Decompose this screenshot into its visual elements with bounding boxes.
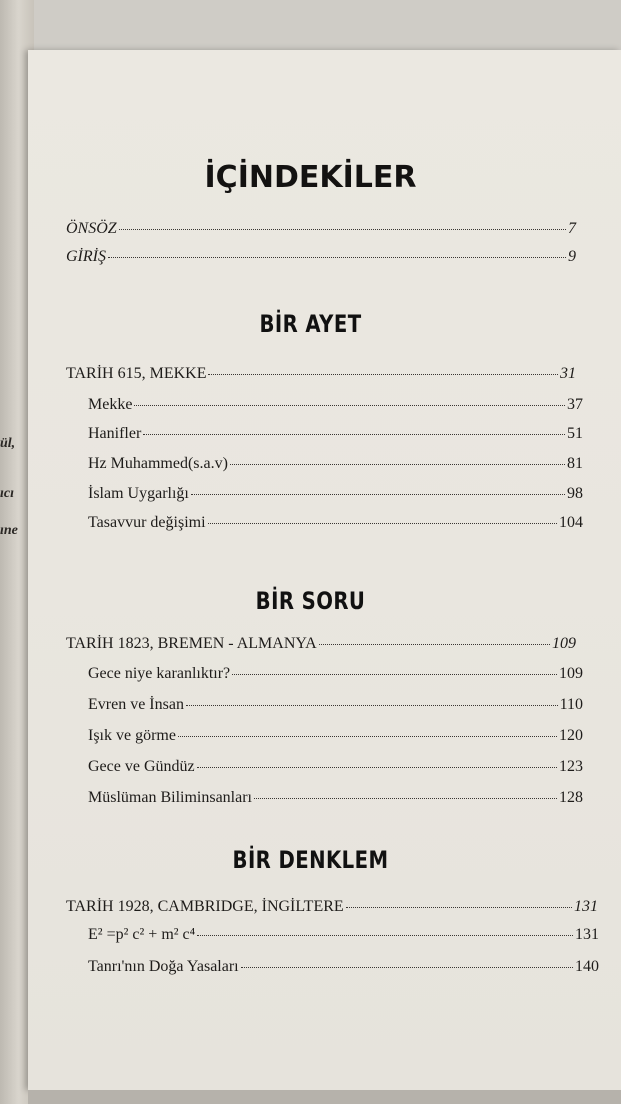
toc-entry xyxy=(88,926,599,944)
leader-dots xyxy=(254,798,557,799)
leader-dots xyxy=(208,523,557,524)
toc-entry-page: 110 xyxy=(559,696,583,713)
toc-title: İÇİNDEKİLER xyxy=(204,160,417,195)
leader-dots xyxy=(197,935,573,936)
toc-entry-label: E² =p² c² + m² c⁴ xyxy=(88,926,196,943)
toc-entry-page: 7 xyxy=(568,220,576,237)
toc-entry-label: Gece ve Gündüz xyxy=(88,758,195,775)
toc-chapter-page: 31 xyxy=(560,365,576,382)
toc-chapter xyxy=(66,635,576,653)
toc-entry-label: GİRİŞ xyxy=(66,248,106,265)
toc-entry xyxy=(88,485,583,503)
toc-entry-label: İslam Uygarlığı xyxy=(88,485,189,502)
toc-entry-label: Mekke xyxy=(88,396,133,413)
toc-chapter-page: 109 xyxy=(552,635,576,652)
toc-entry-page: 37 xyxy=(567,396,583,413)
toc-entry-giris xyxy=(66,248,576,266)
leader-dots xyxy=(119,229,566,230)
leader-dots xyxy=(346,907,572,908)
section-heading: BİR SORU xyxy=(255,587,366,615)
toc-entry xyxy=(88,396,583,414)
toc-entry-label: ÖNSÖZ xyxy=(66,220,117,237)
adjacent-page-text: ül, xyxy=(0,436,16,451)
leader-dots xyxy=(319,644,550,645)
toc-entry-page: 98 xyxy=(567,485,583,502)
leader-dots xyxy=(143,434,565,435)
toc-entry xyxy=(88,958,599,976)
adjacent-page-text: ıne xyxy=(0,523,18,538)
toc-chapter-page: 131 xyxy=(574,898,598,915)
leader-dots xyxy=(108,257,566,258)
toc-entry-page: 104 xyxy=(559,514,583,531)
toc-entry-page: 51 xyxy=(567,425,583,442)
leader-dots xyxy=(191,494,565,495)
toc-entry-page: 81 xyxy=(567,455,583,472)
toc-entry-page: 123 xyxy=(559,758,583,775)
leader-dots xyxy=(186,705,558,706)
toc-entry xyxy=(88,696,583,714)
page-bottom-edge xyxy=(28,1090,621,1104)
toc-entry-onsoz xyxy=(66,220,576,238)
toc-entry-page: 140 xyxy=(575,958,599,975)
toc-entry-page: 109 xyxy=(559,665,583,682)
toc-entry-page: 131 xyxy=(575,926,599,943)
toc-entry-label: Evren ve İnsan xyxy=(88,696,184,713)
toc-entry xyxy=(88,789,583,807)
toc-entry xyxy=(88,727,583,745)
section-heading: BİR DENKLEM xyxy=(232,846,389,874)
toc-entry-label: Hanifler xyxy=(88,425,142,442)
leader-dots xyxy=(208,374,558,375)
leader-dots xyxy=(197,767,557,768)
toc-entry-label: Gece niye karanlıktır? xyxy=(88,665,231,682)
leader-dots xyxy=(230,464,565,465)
toc-entry-label: Tanrı'nın Doğa Yasaları xyxy=(88,958,239,975)
toc-entry xyxy=(88,514,583,532)
toc-chapter-label: TARİH 1823, BREMEN - ALMANYA xyxy=(66,635,317,652)
toc-chapter-label: TARİH 615, MEKKE xyxy=(66,365,207,382)
toc-entry-label: Işık ve görme xyxy=(88,727,176,744)
leader-dots xyxy=(241,967,573,968)
toc-entry xyxy=(88,758,583,776)
leader-dots xyxy=(232,674,557,675)
toc-entry xyxy=(88,455,583,473)
toc-chapter xyxy=(66,365,576,383)
toc-entry xyxy=(88,665,583,683)
toc-entry-label: Müslüman Biliminsanları xyxy=(88,789,252,806)
adjacent-page-text: ıcı xyxy=(0,486,14,501)
leader-dots xyxy=(134,405,565,406)
section-heading: BİR AYET xyxy=(259,310,362,338)
toc-entry-label: Hz Muhammed(s.a.v) xyxy=(88,455,228,472)
toc-entry-page: 128 xyxy=(559,789,583,806)
toc-entry-label: Tasavvur değişimi xyxy=(88,514,206,531)
toc-entry-page: 9 xyxy=(568,248,576,265)
leader-dots xyxy=(178,736,557,737)
toc-chapter xyxy=(66,898,598,916)
toc-chapter-label: TARİH 1928, CAMBRIDGE, İNGİLTERE xyxy=(66,898,344,915)
toc-entry-page: 120 xyxy=(559,727,583,744)
toc-entry xyxy=(88,425,583,443)
